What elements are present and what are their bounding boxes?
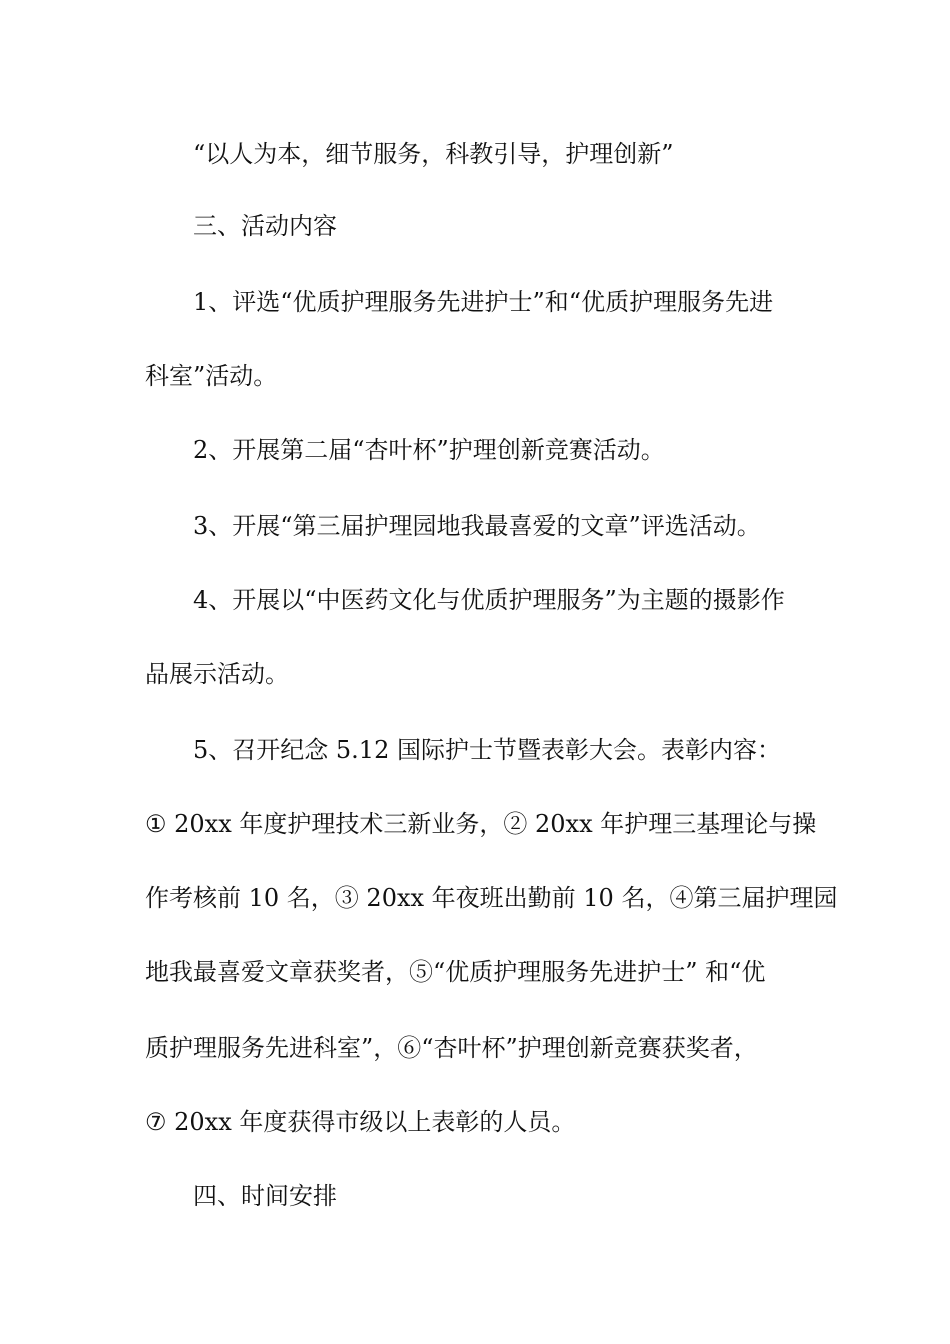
activity-item-5-line-6: ⑦ 20xx 年度获得市级以上表彰的人员。: [145, 1108, 576, 1136]
activity-item-2: 2、开展第二届“杏叶杯”护理创新竞赛活动。: [193, 436, 665, 464]
activity-item-4-line-1: 4、开展以“中医药文化与优质护理服务”为主题的摄影作: [193, 586, 785, 614]
activity-item-1-line-1: 1、评选“优质护理服务先进护士”和“优质护理服务先进: [193, 288, 774, 316]
activity-item-5-line-4: 地我最喜爱文章获奖者，⑤“优质护理服务先进护士” 和“优: [145, 958, 766, 986]
activity-item-5-line-3: 作考核前 10 名，③ 20xx 年夜班出勤前 10 名，④第三届护理园: [145, 884, 838, 912]
section-heading-schedule: 四、时间安排: [193, 1182, 337, 1210]
activity-item-1-line-2: 科室”活动。: [145, 362, 278, 390]
activity-item-5-line-1: 5、召开纪念 5.12 国际护士节暨表彰大会。表彰内容：: [193, 736, 781, 764]
activity-item-5-line-5: 质护理服务先进科室”，⑥“杏叶杯”护理创新竞赛获奖者，: [145, 1034, 758, 1062]
section-heading-activities: 三、活动内容: [193, 212, 337, 240]
activity-item-4-line-2: 品展示活动。: [145, 660, 289, 688]
motto-line: “以人为本，细节服务，科教引导，护理创新”: [193, 140, 674, 168]
activity-item-3: 3、开展“第三届护理园地我最喜爱的文章”评选活动。: [193, 512, 761, 540]
activity-item-5-line-2: ① 20xx 年度护理技术三新业务，② 20xx 年护理三基理论与操: [145, 810, 817, 838]
